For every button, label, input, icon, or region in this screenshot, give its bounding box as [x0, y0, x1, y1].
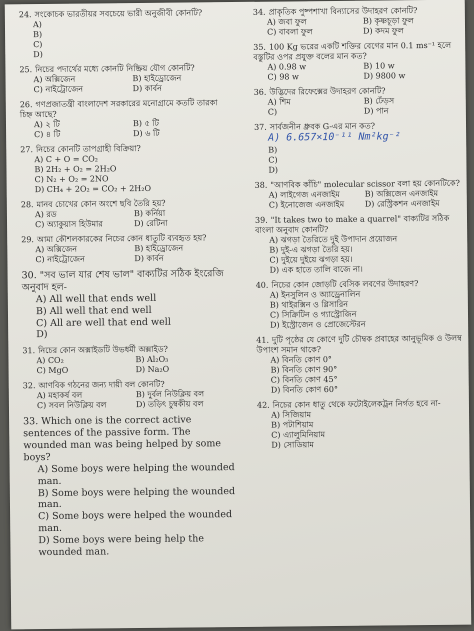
- question-number: 41.: [256, 335, 270, 345]
- option: B) Some boys were helping the wounded man.: [37, 485, 236, 511]
- question-number: 37.: [253, 122, 267, 132]
- question-item: [254, 86, 460, 118]
- option: C) Some boys were helped the wounded man.: [38, 509, 233, 535]
- option: D) রেস্ট্রিকশন এনজাইম: [364, 198, 440, 209]
- option: D) রেটিনা: [133, 218, 168, 229]
- option: D): [36, 329, 48, 341]
- option: B) বিনতি কোণ 90°: [270, 364, 338, 375]
- option: B): [33, 30, 43, 40]
- question-stem: মানব চোখের কোন অংশে ছবি তৈরি হয়?: [36, 198, 166, 210]
- option-row: [255, 198, 461, 210]
- option-row: [253, 71, 459, 83]
- option: C) বাবলা ফুল: [266, 27, 313, 37]
- option: A) মহাকর্ষ বল: [36, 390, 83, 401]
- question-item: [21, 198, 233, 230]
- left-column: [19, 8, 237, 564]
- option: B) হাইড্রোজেন: [132, 73, 182, 84]
- option: A) অক্সিজেন: [33, 74, 76, 85]
- question-number: 29.: [21, 235, 34, 245]
- option: A) শিম: [267, 97, 291, 107]
- option: D) CH₄ + 2O₂ = CO₂ + 2H₂O: [34, 183, 152, 195]
- option-row: [254, 106, 460, 118]
- option: B) 10 w: [363, 61, 395, 71]
- option: A) ইনসুলিন ও অ্যাড্রেনালিন: [269, 289, 361, 300]
- option: D) ৬ টি: [133, 128, 160, 139]
- question-text: [257, 398, 463, 410]
- option: A) বিনতি কোণ 0°: [270, 354, 332, 365]
- option: B) দুই-এ ঝগড়া তৈরি হয়।: [269, 244, 353, 255]
- option: C) সিক্রিটিন ও গ্যাস্ট্রোজিন: [269, 309, 357, 320]
- question-stem: নিচের কোন জোড়টি বেসিক লবণের উদাহরণ?: [271, 278, 419, 290]
- question-number: 35.: [253, 42, 266, 52]
- option-row: [20, 128, 232, 140]
- option: A) 0.98 w: [267, 62, 307, 72]
- option: D): [268, 165, 279, 175]
- question-stem: নিচের পদার্থের মধ্যে কোনটি নিষ্ক্রিয় যৌগ কোনটি?: [35, 63, 195, 75]
- question-item: [254, 121, 461, 176]
- question-item: [22, 344, 234, 376]
- option: A) জবা ফুল: [266, 17, 307, 27]
- question-stem: নিচের কোন ধাতু থেকে ফটোইলেকট্রন নির্গত হবে না-: [272, 398, 441, 410]
- option: B) ঢেঁড়স: [363, 96, 395, 106]
- question-number: 25.: [19, 65, 33, 75]
- option: D) 9800 w: [363, 71, 406, 81]
- option-row: [23, 399, 235, 411]
- option: B) 2H₂ + O₂ = 2H₂O: [34, 164, 117, 175]
- question-stem: "It takes two to make a quarrel" বাক্যটির সঠিক বাংলা অনুবাদ কোনটি?: [255, 213, 450, 235]
- question-number: 31.: [22, 346, 36, 356]
- option: C) সবল নিউক্লিয় বল: [36, 400, 107, 411]
- option: D) তড়িৎ চুম্বকীয় বল: [135, 399, 204, 410]
- question-stem: "সব ভাল যার শেষ ভাল" বাক্যটির সঠিক ইংরেজি অনুবাদ হল-: [21, 268, 224, 294]
- question-item: [19, 63, 231, 95]
- option: B) কৃষ্ণচূড়া ফুল: [362, 16, 414, 26]
- question-number: 26.: [19, 100, 33, 110]
- option: D) কার্বন: [134, 253, 164, 264]
- question-stem: নিচের কোনটি তাপগ্রাহী বিক্রিয়া?: [35, 144, 141, 155]
- question-number: 38.: [254, 180, 268, 190]
- question-text: [20, 98, 232, 120]
- option: C): [33, 40, 43, 50]
- option: B) All well that end well: [35, 304, 152, 317]
- option: C) দুইয়ে দুইয়ে ঝগড়া হয়।: [269, 254, 353, 265]
- option: B) অক্সিজেন এনজাইম: [364, 188, 439, 199]
- question-text: [255, 213, 461, 235]
- question-stem: প্রাকৃতিক পুষ্পশাখা বিন্যাসের উদাহরণ কোনটি?: [268, 6, 418, 17]
- question-number: 24.: [18, 10, 32, 20]
- option: A) অক্সিজেন: [35, 244, 78, 255]
- question-stem: উদ্ভিদের রিফেক্সের উদাহরণ কোনটি?: [269, 86, 386, 97]
- question-item: [253, 41, 459, 83]
- question-item: [23, 414, 236, 559]
- option: A) সিজিয়াম: [271, 409, 312, 420]
- question-item: [21, 233, 233, 265]
- question-item: [256, 278, 463, 330]
- question-number: 28.: [20, 200, 34, 210]
- option: D) কার্বন: [132, 83, 162, 94]
- option-row: [23, 364, 235, 376]
- option: C) নাইট্রোজেন: [33, 84, 84, 95]
- option: B) পটাশিয়াম: [271, 419, 314, 430]
- question-number: 40.: [255, 280, 269, 290]
- option: D) ইস্ট্রোজেন ও প্রোজেস্টেরন: [270, 319, 366, 330]
- question-item: [253, 6, 459, 38]
- option: B) Al₂O₃: [135, 354, 169, 365]
- question-item: [22, 268, 235, 341]
- question-item: [257, 398, 464, 450]
- option: A) Some boys were helping the wounded man.: [37, 461, 235, 487]
- option: C) MgO: [36, 366, 69, 376]
- question-text: [253, 41, 459, 63]
- option: A) ঝগড়া তৈরিতে দুই উপাদান প্রয়োজন: [269, 233, 398, 245]
- question-stem: দুটি পৃষ্ঠের যে কোণে দুটি চৌম্বক প্রবাহের আনুভূমিক ও উলম্ব উপাংশ সমান থাকে?: [256, 333, 462, 355]
- option: B): [268, 145, 278, 155]
- option: D) এক হাতে তালি বাজে না।: [269, 264, 363, 275]
- question-stem: সার্বজনীন ধ্রুবক G-এর মান কত?: [269, 121, 376, 132]
- option: C) অ্যাকুয়াস হিউমার: [35, 219, 103, 230]
- question-text: [23, 414, 235, 464]
- option: A) ২ টি: [33, 119, 60, 130]
- option: C): [268, 155, 278, 165]
- question-number: 30.: [21, 270, 37, 282]
- option: D) বিনতি কোণ 60°: [270, 384, 338, 395]
- option: D) সোডিয়াম: [271, 439, 315, 450]
- option: C) এ্যালুমিনিয়াম: [271, 429, 326, 440]
- question-stem: আণবিক গঠনের জন্য দায়ী বল কোনটি?: [38, 380, 165, 391]
- right-column: [253, 6, 464, 456]
- question-item: [256, 333, 463, 395]
- question-item: [20, 143, 233, 195]
- option: B) কর্নিয়া: [133, 208, 166, 219]
- option: C) ৪ টি: [34, 129, 61, 140]
- question-number: 42.: [256, 400, 270, 410]
- question-item: [19, 8, 232, 60]
- question-item: [23, 379, 235, 411]
- question-stem: গণপ্রজাতন্ত্রী বাংলাদেশ সরকারের মনোগ্রামে কতটি তারকা চিহ্ন আছে?: [19, 98, 218, 120]
- option: C) N₂ + O₂ = 2NO: [34, 174, 109, 185]
- option: C) 98 w: [267, 72, 299, 82]
- option-row: [21, 253, 233, 265]
- option: C) বিনতি কোণ 45°: [270, 374, 338, 385]
- question-stem: সংকোচক ভারতীয়র সবচেয়ে ভারী অনুজীবী কোনটি?: [34, 8, 203, 20]
- option: D) পান: [363, 106, 389, 116]
- question-item: [20, 98, 232, 140]
- option: B) হাইড্রোজেন: [134, 243, 184, 254]
- option: D) Na₂O: [135, 364, 170, 375]
- option-row: [20, 83, 232, 95]
- question-text: [256, 333, 462, 355]
- exam-paper: [5, 0, 472, 629]
- question-stem: আমা কৌশলকারকের নিচের কোন ধাতুটি ব্যবহৃত হয়?: [36, 233, 207, 245]
- option: D): [33, 50, 43, 60]
- option: A) C + O = CO₂: [34, 154, 99, 165]
- option: B) থাইরক্সিন ও গ্লিসারিন: [269, 299, 349, 310]
- option: C) নাইট্রোজেন: [35, 254, 85, 265]
- question-number: 36.: [253, 87, 267, 97]
- question-stem: নিচের কোন অক্সাইডটি উভধর্মী অক্সাইড?: [38, 344, 168, 356]
- option: A) All well that ends well: [35, 292, 157, 305]
- option: B) দুর্বল নিউক্লিয় বল: [135, 389, 205, 400]
- option: C) All are well that end well: [36, 316, 171, 329]
- option: C): [267, 107, 278, 117]
- option: D) কদম ফুল: [362, 26, 404, 36]
- option-row: [253, 26, 459, 38]
- question-text: [22, 268, 234, 294]
- question-stem: Which one is the correct active sentences of the passive form. The wounded man was being helped by some boys?: [23, 414, 222, 464]
- question-number: 27.: [20, 145, 34, 155]
- option: C) ইনোজেজ এনজাইম: [268, 199, 345, 210]
- option: B) ৫ টি: [132, 118, 159, 129]
- question-number: 34.: [252, 7, 266, 17]
- option: A): [32, 20, 42, 30]
- option: A) লাইগেজ এনজাইম: [268, 189, 340, 200]
- question-item: [255, 213, 462, 275]
- question-number: 39.: [254, 215, 268, 225]
- question-stem: 100 Kg ভরের একটি শক্তির বেগের মান 0.1 ms⁻¹ হলে বস্তুটির ওপর প্রযুক্ত বলের মান কত?: [253, 40, 452, 62]
- handwritten-answer: A) 6.657×10⁻¹¹ Nm²kg⁻²: [268, 131, 401, 144]
- question-number: 33.: [23, 416, 39, 428]
- option: A) CO₂: [36, 356, 64, 366]
- question-stem: "আণবিক কাঁচি" molecular scissor বলা হয় কোনটিকে?: [270, 178, 460, 190]
- option-row: [21, 218, 233, 230]
- option: A) রড: [34, 209, 57, 220]
- option: D) Some boys were being help the wounded man.: [38, 533, 205, 558]
- question-number: 32.: [22, 381, 36, 391]
- question-item: [255, 178, 461, 210]
